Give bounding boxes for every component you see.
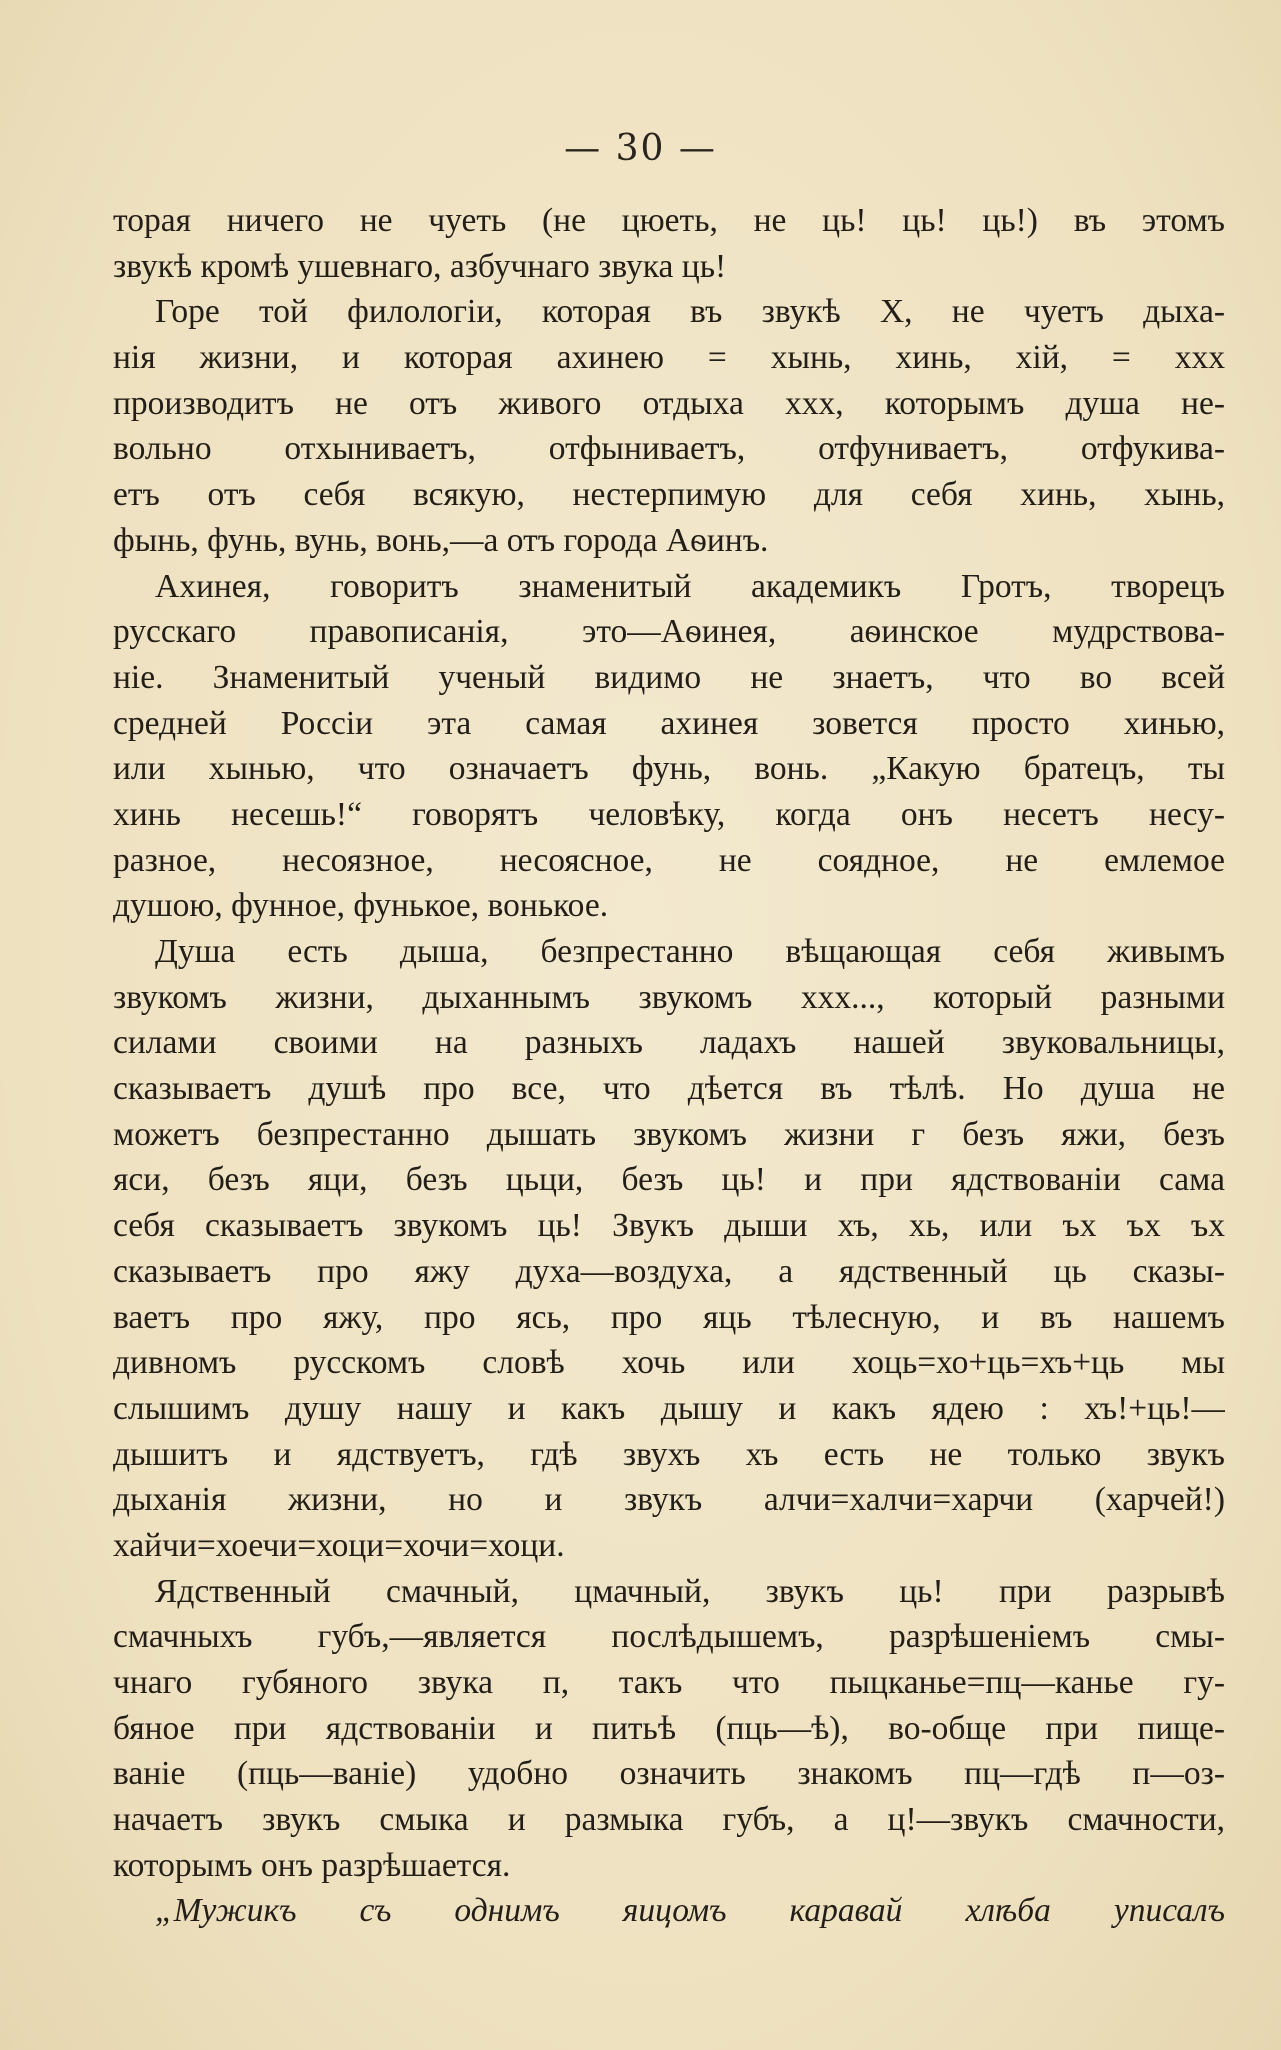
text-line: начаетъ звукъ смыка и размыка губъ, а ц!—звукъ смачности, — [113, 1801, 1225, 1839]
text-line: яси, безъ яци, безъ цьци, безъ ць! и при ядствованіи сама — [113, 1161, 1225, 1199]
text-line: ваетъ про яжу, про ясь, про яць тѣлесную, и въ нашемъ — [113, 1298, 1225, 1336]
text-line: дивномъ русскомъ словѣ хочь или хоць=хо+ць=хъ+ць мы — [113, 1344, 1225, 1382]
text-line: фынь, фунь, вунь, вонь,—а отъ города Аѳинъ. — [113, 521, 769, 559]
text-line: разное, несоязное, несоясное, не соядное, не емлемое — [113, 841, 1225, 879]
text-line: Горе той филологіи, которая въ звукѣ Х, не чуетъ дыха- — [155, 293, 1225, 331]
text-line: вольно отхыниваетъ, отфыниваетъ, отфуниваетъ, отфукива- — [113, 430, 1225, 468]
text-line: душою, фунное, фунькое, вонькое. — [113, 887, 609, 925]
text-line: можетъ безпрестанно дышать звукомъ жизни г безъ яжи, безъ — [113, 1115, 1225, 1153]
text-line: Ахинея, говоритъ знаменитый академикъ Гротъ, творецъ — [155, 567, 1225, 605]
page-number: — 30 — — [564, 128, 717, 169]
text-line: торая ничего не чуеть (не цюеть, не ць! ць! ць!) въ этомъ — [113, 202, 1225, 239]
text-line: производитъ не отъ живого отдыха ххх, которымъ душа не- — [113, 384, 1225, 422]
text-line: звукѣ кромѣ ушевнаго, азбучнаго звука ць! — [113, 247, 727, 285]
text-line: етъ отъ себя всякую, нестерпимую для себя хинь, хынь, — [113, 476, 1225, 514]
body-text — [113, 198, 1225, 1934]
text-line: которымъ онъ разрѣшается. — [113, 1846, 511, 1884]
text-line: слышимъ душу нашу и какъ дышу и какъ ядею : хъ!+ць!— — [113, 1389, 1225, 1427]
text-line: чнаго губяного звука п, такъ что пыцканье=пц—канье гу- — [113, 1664, 1225, 1701]
text-line: хайчи=хоечи=хоци=хочи=хоци. — [113, 1526, 565, 1564]
text-line: или хынью, что означаетъ фунь, вонь. „Какую братецъ, ты — [113, 750, 1225, 788]
text-line: нія жизни, и которая ахинею = хынь, хинь, хій, = ххх — [113, 339, 1225, 377]
text-line: сказываетъ про яжу духа—воздуха, а ядственный ць сказы- — [113, 1252, 1225, 1290]
text-line: Душа есть дыша, безпрестанно вѣщающая себя живымъ — [155, 933, 1225, 970]
text-line: дыханія жизни, но и звукъ алчи=халчи=харчи (харчей!) — [113, 1481, 1225, 1519]
text-line: средней Россіи эта самая ахинея зовется просто хинью, — [113, 704, 1225, 742]
text-line: хинь несешь!“ говорятъ человѣку, когда онъ несетъ несу- — [113, 795, 1225, 833]
text-line: бяное при ядствованіи и питьѣ (пць—ѣ), во-обще при пище- — [113, 1709, 1225, 1747]
text-line: ваніе (пць—ваніе) удобно означить знакомъ пц—гдѣ п—оз- — [113, 1755, 1225, 1793]
text-line: „Мужикъ съ однимъ яицомъ каравай хлѣба уписалъ — [155, 1892, 1225, 1930]
text-line: силами своими на разныхъ ладахъ нашей звуковальницы, — [113, 1024, 1225, 1062]
text-line: смачныхъ губъ,—является послѣдышемъ, разрѣшеніемъ смы- — [113, 1618, 1225, 1656]
text-line: ніе. Знаменитый ученый видимо не знаетъ, что во всей — [113, 658, 1225, 696]
text-line: дышитъ и ядствуетъ, гдѣ звухъ хъ есть не только звукъ — [113, 1435, 1225, 1473]
text-line: русскаго правописанія, это—Аѳинея, аѳинское мудрствова- — [113, 613, 1225, 651]
text-line: себя сказываетъ звукомъ ць! Звукъ дыши хъ, хь, или ъх ъх ъх — [113, 1207, 1225, 1245]
text-line: Ядственный смачный, цмачный, звукъ ць! при разрывѣ — [155, 1572, 1225, 1610]
text-line: звукомъ жизни, дыханнымъ звукомъ ххх..., который разными — [113, 978, 1225, 1016]
text-line: сказываетъ душѣ про все, что дѣется въ тѣлѣ. Но душа не — [113, 1070, 1225, 1108]
